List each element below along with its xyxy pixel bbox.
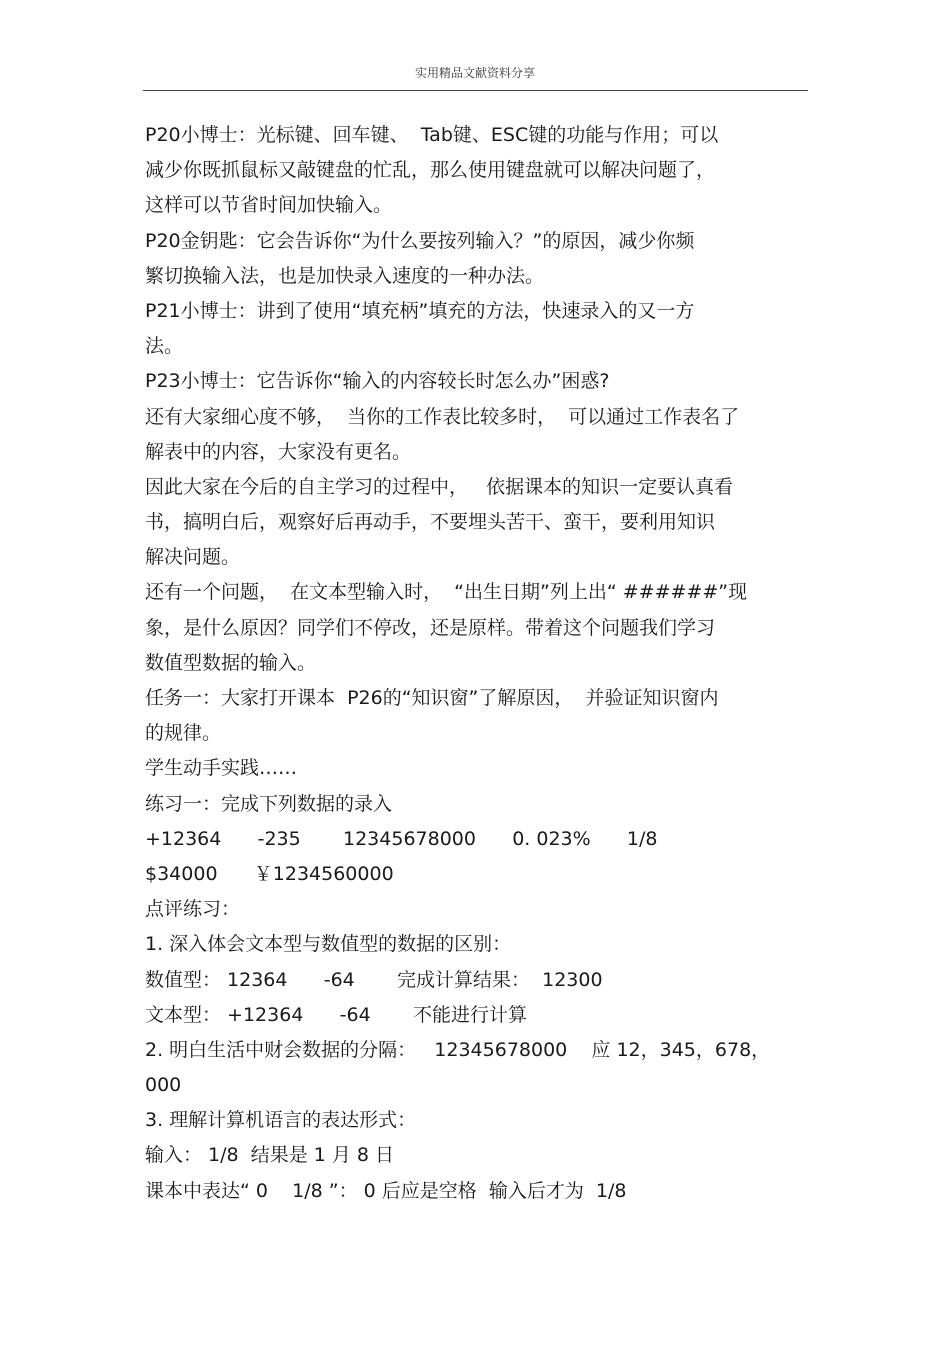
text-line: 解表中的内容，大家没有更名。	[145, 440, 412, 463]
text-line: 学生动手实践……	[145, 757, 298, 780]
text-line: P20金钥匙：它会告诉你“为什么要按列输入？”的原因，减少你频	[145, 229, 695, 252]
text-line: 数值型： 12364 -64 完成计算结果： 12300	[145, 968, 603, 991]
text-line: 这样可以节省时间加快输入。	[145, 194, 393, 217]
text-line: +12364 -235 12345678000 0. 023% 1/8	[145, 827, 658, 850]
text-line: P23小博士：它告诉你“输入的内容较长时怎么办”困惑?	[145, 370, 610, 393]
text-line: 任务一：大家打开课本 P26的“知识窗”了解原因， 并验证知识窗内	[145, 687, 719, 709]
text-line: 3. 理解计算机语言的表达形式：	[145, 1109, 417, 1132]
text-line: 因此大家在今后的自主学习的过程中， 依据课本的知识一定要认真看	[145, 475, 734, 498]
text-line: 1. 深入体会文本型与数值型的数据的区别：	[145, 933, 512, 956]
text-line: 课本中表达“ 0 1/8 ”： 0 后应是空格 输入后才为 1/8	[145, 1179, 627, 1202]
text-line: 数值型数据的输入。	[145, 651, 317, 674]
document-body	[145, 118, 825, 1209]
text-line: 法。	[145, 335, 184, 358]
text-line: $34000 ￥1234560000	[145, 862, 394, 885]
text-line: 象，是什么原因？同学们不停改，还是原样。带着这个问题我们学习	[145, 616, 716, 639]
text-line: 练习一：完成下列数据的录入	[145, 792, 393, 815]
text-line: 点评练习：	[145, 898, 241, 921]
text-line: 解决问题。	[145, 546, 241, 569]
text-line: 还有大家细心度不够， 当你的工作表比较多时， 可以通过工作表名了	[145, 405, 740, 428]
text-line: 减少你既抓鼠标又敲键盘的忙乱，那么使用键盘就可以解决问题了，	[145, 159, 716, 182]
text-line: P21小博士：讲到了使用“填充柄”填充的方法，快速录入的又一方	[145, 299, 695, 322]
text-line: 2. 明白生活中财会数据的分隔： 12345678000 应 12，345，678，	[145, 1038, 771, 1061]
text-line: P20小博士：光标键、回车键、 Tab键、ESC键的功能与作用；可以	[145, 124, 719, 146]
header-divider	[143, 90, 808, 91]
text-line: 文本型： +12364 -64 不能进行计算	[145, 1003, 527, 1026]
page-header-title: 实用精品文献资料分享	[414, 66, 535, 80]
text-line: 还有一个问题， 在文本型输入时， “出生日期”列上出“ ######”现	[145, 581, 748, 604]
text-line: 输入： 1/8 结果是 1 月 8 日	[145, 1144, 395, 1167]
text-line: 000	[145, 1074, 182, 1097]
text-line: 的规律。	[145, 722, 222, 745]
text-line: 书，搞明白后，观察好后再动手，不要埋头苦干、蛮干，要利用知识	[145, 511, 716, 534]
text-line: 繁切换输入法，也是加快录入速度的一种办法。	[145, 264, 545, 287]
